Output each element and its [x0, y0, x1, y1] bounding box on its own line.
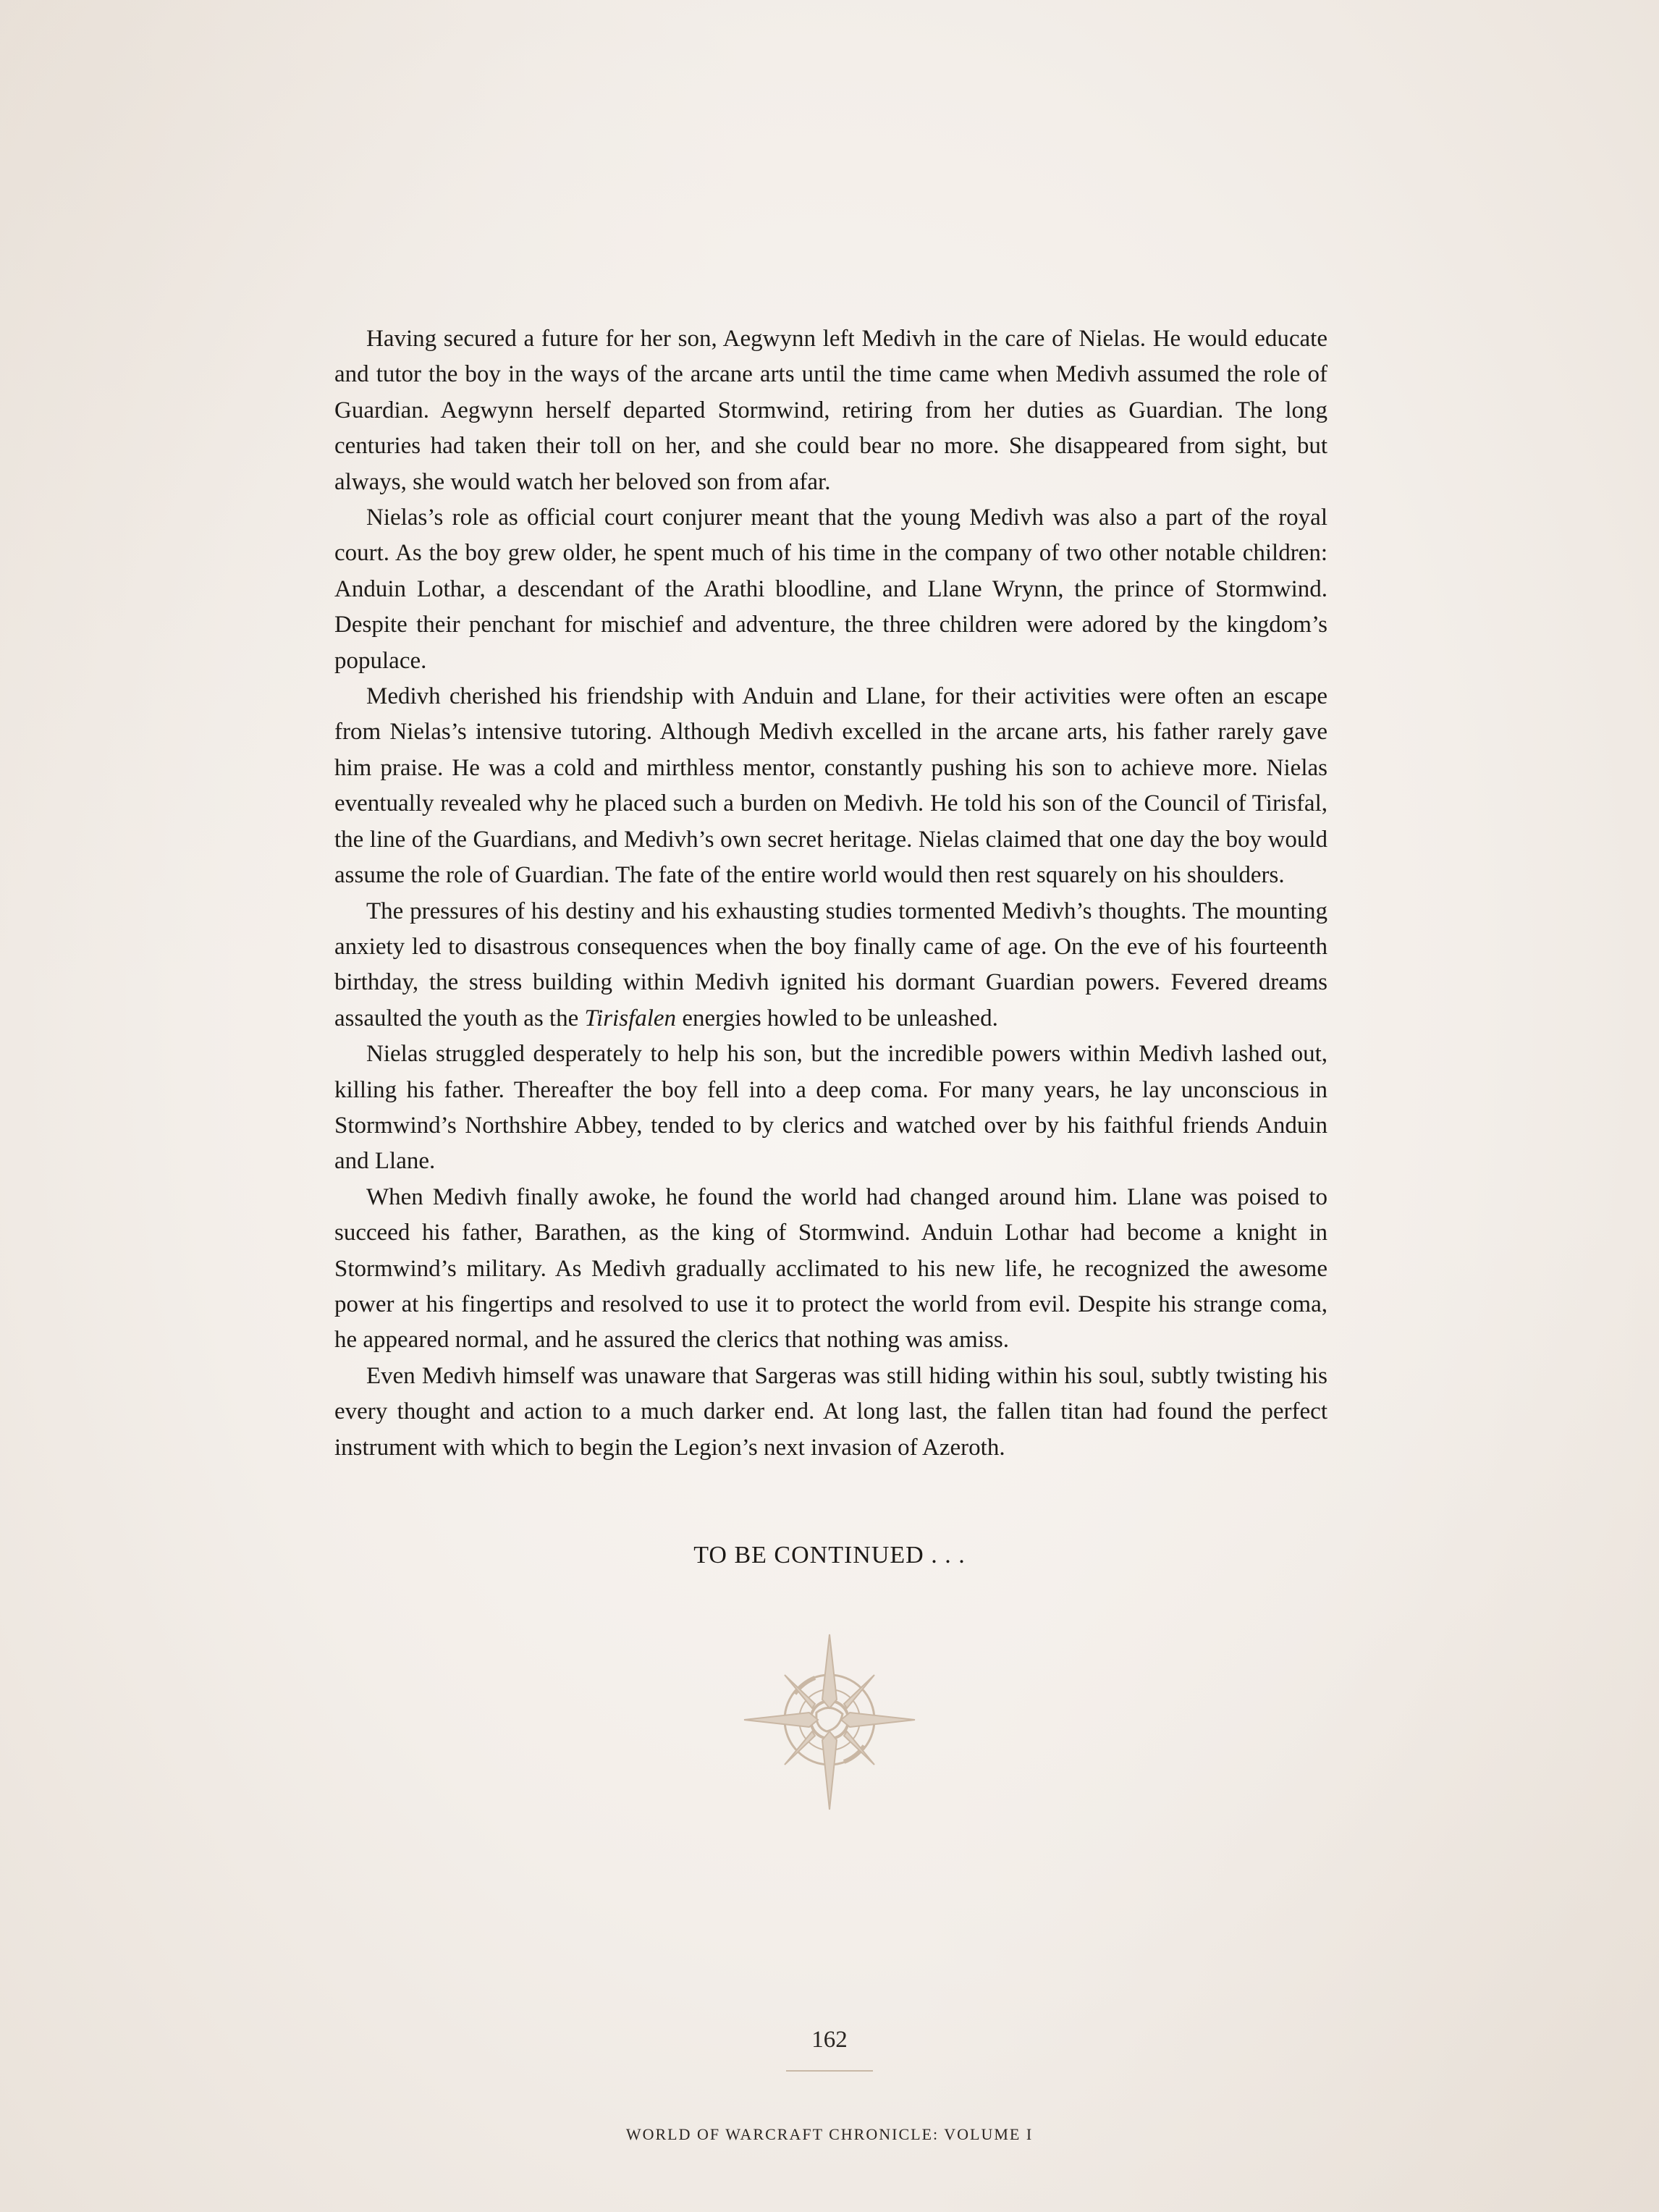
paragraph-5: Nielas struggled desperately to help his son, but the incredible powers within Medivh lashed out, killing his father. Thereafter the boy fell into a deep coma. For many years, he lay unconscious in Stormwind’s Northshire Abbey, tended to by clerics and watched over by his faithful friends Anduin and Llane.	[334, 1041, 1327, 1175]
paragraph-4	[334, 894, 1327, 1037]
paragraph-3: Medivh cherished his friendship with Anduin and Llane, for their activities were often an escape from Nielas’s intensive tutoring. Although Medivh excelled in the arcane arts, his father rarely gave him praise. He was a cold and mirthless mentor, constantly pushing his son to achieve more. Nielas eventually revealed why he placed such a burden on Medivh. He told his son of the Council of Tirisfal, the line of the Guardians, and Medivh’s own secret heritage. Nielas claimed that one day the boy would assume the role of Guardian. The fate of the entire world would then rest squarely on his shoulders.	[334, 683, 1327, 889]
page-number-rule	[786, 2070, 873, 2072]
paragraph-4-tail: energies howled to be unleashed.	[676, 1005, 998, 1031]
paragraph-4-italic: Tirisfalen	[584, 1005, 677, 1031]
running-footer: WORLD OF WARCRAFT CHRONICLE: VOLUME I	[625, 2125, 1034, 2143]
paragraph-1: Having secured a future for her son, Aegwynn left Medivh in the care of Nielas. He would educate and tutor the boy in the ways of the arcane arts until the time came when Medivh assumed the role of Guardian. Aegwynn herself departed Stormwind, retiring from her duties as Guardian. The long centuries had taken their toll on her, and she could bear no more. She disappeared from sight, but always, she would watch her beloved son from afar.	[334, 326, 1327, 495]
paragraph-2: Nielas’s role as official court conjurer meant that the young Medivh was also a part of the royal court. As the boy grew older, he spent much of his time in the company of two other notable children: Anduin Lothar, a descendant of the Arathi bloodline, and Llane Wrynn, the prince of Stormwind. Despite their penchant for mischief and adventure, the three children were adored by the kingdom’s populace.	[334, 505, 1327, 674]
body-text	[334, 321, 1327, 1466]
paragraph-4-text: The pressures of his destiny and his exhausting studies tormented Medivh’s thoughts. The mounting anxiety led to disastrous consequences when the boy finally came of age. On the eve of his fourteenth birthday, the stress building within Medivh ignited his dormant Guardian powers. Fevered dreams assaulted the youth as the	[334, 898, 1327, 1031]
page-number: 162	[811, 2027, 848, 2053]
compass-rose-icon	[743, 1633, 916, 1811]
paragraph-7: Even Medivh himself was unaware that Sargeras was still hiding within his soul, subtly twisting his every thought and action to a much darker end. At long last, the fallen titan had found the perfect instrument with which to begin the Legion’s next invasion of Azeroth.	[334, 1362, 1327, 1461]
to-be-continued: TO BE CONTINUED . . .	[693, 1542, 966, 1569]
paragraph-6: When Medivh finally awoke, he found the world had changed around him. Llane was poised to succeed his father, Barathen, as the king of Stormwind. Anduin Lothar had become a knight in Stormwind’s military. As Medivh gradually acclimated to his new life, he recognized the awesome power at his fingertips and resolved to use it to protect the world from evil. Despite his strange coma, he appeared normal, and he assured the clerics that nothing was amiss.	[334, 1183, 1327, 1354]
